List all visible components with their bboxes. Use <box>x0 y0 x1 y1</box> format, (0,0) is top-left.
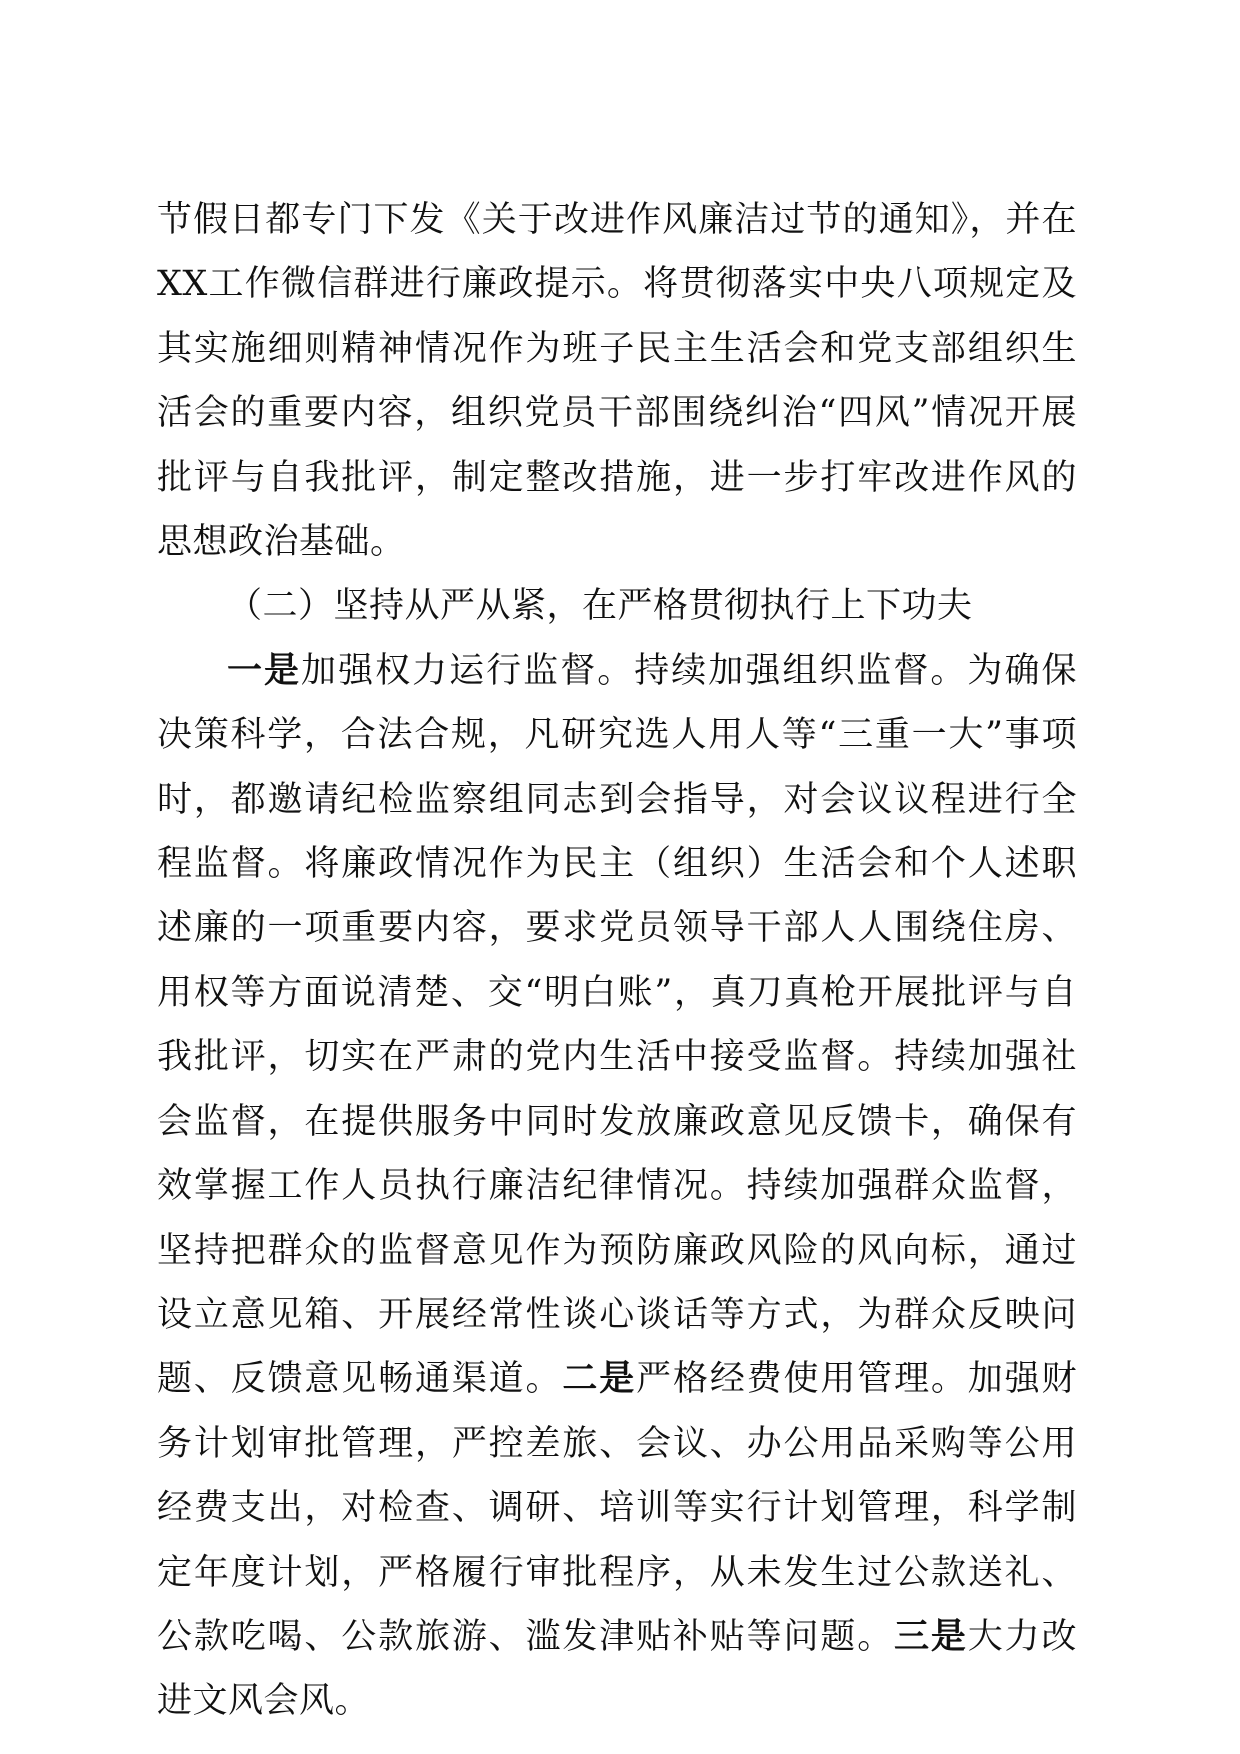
measure-text-first: 加强权力运行监督。持续加强组织监督。为确保决策科学，合法合规，凡研究选人用人等“三重一大”事项时，都邀请纪检监察组同志到会指导，对会议议程进行全程监督。将廉政情况作为民主（组织）生活会和个人述职述廉的一项重要内容，要求党员领导干部人人围绕住房、用权等方面说清楚、交“明白账”，真刀真枪开展批评与自我批评，切实在严肃的党内生活中接受监督。持续加强社会监督，在提供服务中同时发放廉政意见反馈卡，确保有效掌握工作人员执行廉洁纪律情况。持续加强群众监督，坚持把群众的监督意见作为预防廉政风险的风向标，通过设立意见箱、开展经常性谈心谈话等方式，为群众反映问题、反馈意见畅通渠道。 <box>157 650 1077 1400</box>
document-body <box>157 188 1077 1734</box>
measure-text-third: 大力改进文风会风。 <box>157 1616 1077 1722</box>
paragraph-measures <box>157 639 1077 1734</box>
section-heading-text: （二）坚持从严从紧，在严格贯彻执行上下功夫 <box>227 586 973 627</box>
lead-second: 二是 <box>562 1358 637 1400</box>
paragraph-text: 节假日都专门下发《关于改进作风廉洁过节的通知》，并在XX工作微信群进行廉政提示。将贯彻落实中央八项规定及其实施细则精神情况作为班子民主生活会和党支部组织生活会的重要内容，组织党员干部围绕纠治“四风”情况开展批评与自我批评，制定整改措施，进一步打牢改进作风的思想政治基础。 <box>157 200 1077 563</box>
lead-first: 一是 <box>227 649 302 691</box>
measure-text-second: 严格经费使用管理。加强财务计划审批管理，严控差旅、会议、办公用品采购等公用经费支出，对检查、调研、培训等实行计划管理，科学制定年度计划，严格履行审批程序，从未发生过公款送礼、公款吃喝、公款旅游、滥发津贴补贴等问题。 <box>157 1359 1077 1657</box>
section-heading <box>157 574 1077 638</box>
paragraph-continued <box>157 188 1077 574</box>
lead-third: 三是 <box>894 1615 968 1657</box>
